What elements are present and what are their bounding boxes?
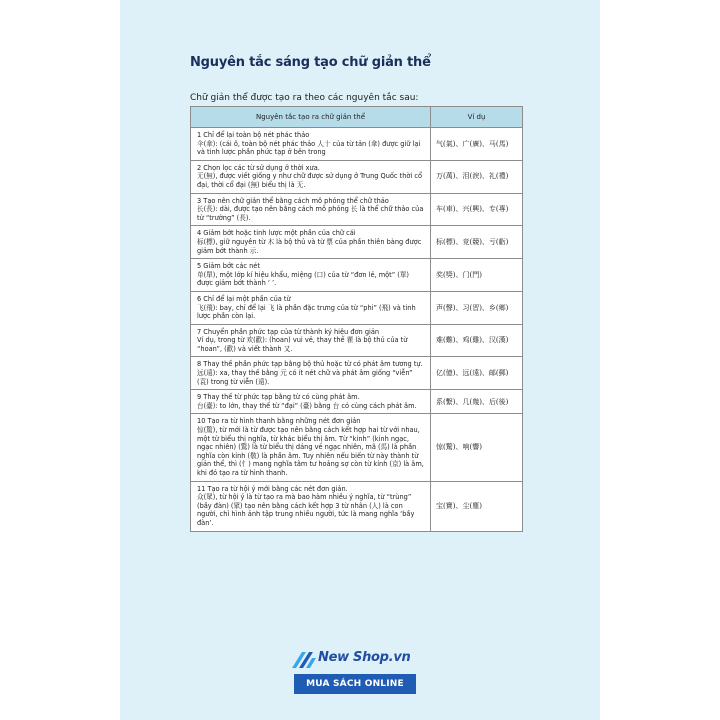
rule-body: 台(臺): to lớn, thay thế từ “đại” (臺) bằng 台 có cùng cách phát âm. <box>197 401 417 410</box>
table-row <box>191 193 523 226</box>
rules-table <box>190 106 523 532</box>
header-rule: Nguyên tắc tạo ra chữ giản thể <box>191 107 431 128</box>
intro-text: Chữ giản thể được tạo ra theo các nguyên tắc sau: <box>190 93 419 103</box>
logo-name: New Shop.vn <box>318 650 411 665</box>
table-row <box>191 128 523 161</box>
rule-cell <box>191 324 431 357</box>
rule-cell <box>191 226 431 259</box>
table-row <box>191 414 523 481</box>
rule-title: 1 Chỉ để lại toàn bộ nét phác thảo <box>197 131 310 139</box>
rule-body: 飞(飛): bay, chỉ để lại 飞 là phần đặc trưng của từ “phi” (飛) và tinh lược phần còn lại. <box>197 303 416 321</box>
table-row <box>191 226 523 259</box>
rule-body: 远(遠): xa, thay thế bằng 元 có ít nét chữ và phát âm giống “viễn” (袁) trong từ viễn (遠). <box>197 369 413 386</box>
table-row <box>191 390 523 414</box>
rule-title: 11 Tạo ra từ hội ý mới bằng các nét đơn giản. <box>197 484 348 493</box>
rule-body: 单(單), một lớp kí hiệu khẩu, miệng (口) của từ “đơn lẻ, một” (單) được giảm bớt thành ‘ ’. <box>197 270 410 288</box>
rule-body: 标(標), giữ nguyên từ 木 là bộ thủ và từ 票 của phần thiên bàng được giảm bớt thành 示. <box>197 237 422 255</box>
rule-title: 10 Tạo ra từ hình thanh bằng những nét đơn giản <box>197 417 361 426</box>
header-example: Ví dụ <box>431 107 523 128</box>
rule-title: 2 Chọn lọc các từ sử dụng ở thời xưa. <box>197 163 320 172</box>
example-cell: 标(標)、竞(競)、亏(虧) <box>431 226 523 259</box>
rule-title: 8 Thay thế phần phức tạp bằng bộ thủ hoặc từ có phát âm tương tự. <box>197 360 423 369</box>
table-row <box>191 481 523 531</box>
rule-cell <box>191 160 431 193</box>
rule-cell <box>191 259 431 292</box>
rule-title: 5 Giảm bớt các nét <box>197 262 260 271</box>
rule-body: 众(眾), từ hội ý là từ tạo ra mà bao hàm nhiều ý nghĩa, từ “trùng” (bầy đàn) (眾) tạo nên bằng cách kết hợp 3 từ nhân (人) là con người, chỉ hình ảnh tập trung nhiều người, tức là mang nghĩa ‘bầy đàn’. <box>197 493 415 527</box>
newshop-logo[interactable] <box>290 646 420 698</box>
example-cell: 惊(驚)、响(響) <box>431 414 523 481</box>
rule-title: 3 Tạo nên chữ giản thể bằng cách mô phỏng thể chữ thảo <box>197 196 389 205</box>
newshop-mark-icon <box>290 650 318 672</box>
rule-cell <box>191 128 431 161</box>
rule-cell <box>191 357 431 390</box>
logo-banner: MUA SÁCH ONLINE <box>294 674 416 694</box>
rule-title: 4 Giảm bớt hoặc tinh lược một phần của chữ cái <box>197 229 356 238</box>
rule-title: 7 Chuyển phần phức tạp của từ thành ký hiệu đơn giản <box>197 327 380 336</box>
rule-cell <box>191 390 431 414</box>
example-cell: 奖(獎)、门(門) <box>431 259 523 292</box>
table-row <box>191 357 523 390</box>
rule-cell <box>191 414 431 481</box>
logo-top <box>290 646 420 672</box>
rule-cell <box>191 481 431 531</box>
table-header-row <box>191 107 523 128</box>
example-cell: 气(氣)、广(廣)、马(馬) <box>431 128 523 161</box>
table-row <box>191 324 523 357</box>
example-cell: 难(難)、鸡(雞)、汉(漢) <box>431 324 523 357</box>
rule-cell <box>191 193 431 226</box>
rule-body: 无(無), được viết giống y như chữ được sử dụng ở Trung Quốc thời cổ đại, thời cổ đại (無) biểu thị là 无. <box>197 172 423 189</box>
table-row <box>191 160 523 193</box>
rule-body: 长(長): dài, được tạo nên bằng cách mô phỏng 长 là thể chữ thảo của từ “trường” (長). <box>197 205 424 222</box>
example-cell: 万(萬)、泪(淚)、礼(禮) <box>431 160 523 193</box>
example-cell: 声(聲)、习(習)、乡(鄉) <box>431 291 523 324</box>
rule-body: Ví dụ, trong từ 欢(歡): (hoan) vui vẻ, thay thế 雚 là bộ thủ của từ “hoan”, (歡) và viết thành 又. <box>197 336 408 353</box>
rule-title: 6 Chỉ để lại một phần của từ <box>197 294 291 303</box>
rule-body: 伞(傘): (cái ô, toàn bộ nét phác thảo 人十 của từ tản (傘) được giữ lại và tinh lược phần phức tạp ở bên trong <box>197 139 421 157</box>
example-cell: 车(車)、兴(興)、专(專) <box>431 193 523 226</box>
example-cell: 宝(寶)、尘(塵) <box>431 481 523 531</box>
rule-title: 9 Thay thế từ phức tạp bằng từ có cùng phát âm. <box>197 393 360 402</box>
table-row <box>191 291 523 324</box>
section-title: Nguyên tắc sáng tạo chữ giản thể <box>190 55 431 70</box>
example-cell: 亿(億)、远(遠)、邮(郵) <box>431 357 523 390</box>
table-row <box>191 259 523 292</box>
rule-cell <box>191 291 431 324</box>
rule-body: 惊(驚), từ mới là từ được tạo nên bằng cách kết hợp hai từ với nhau, một từ biểu thị nghĩa, từ khác biểu thị âm. Từ “kinh” (kinh ngạc, ngạc nhiên) (驚) là từ biểu thị dáng vẻ ngạc nhiên, mã (馬) là phần nghĩa còn kính (敬) là phần âm. Tuy nhiên nếu biến từ này thành từ giản thể, thì (忄) mang nghĩa tâm tư hoảng sợ còn từ kính (京) là âm, khi đó tạo ra từ hình thanh. <box>197 426 424 477</box>
example-cell: 系(繫)、几(幾)、后(後) <box>431 390 523 414</box>
